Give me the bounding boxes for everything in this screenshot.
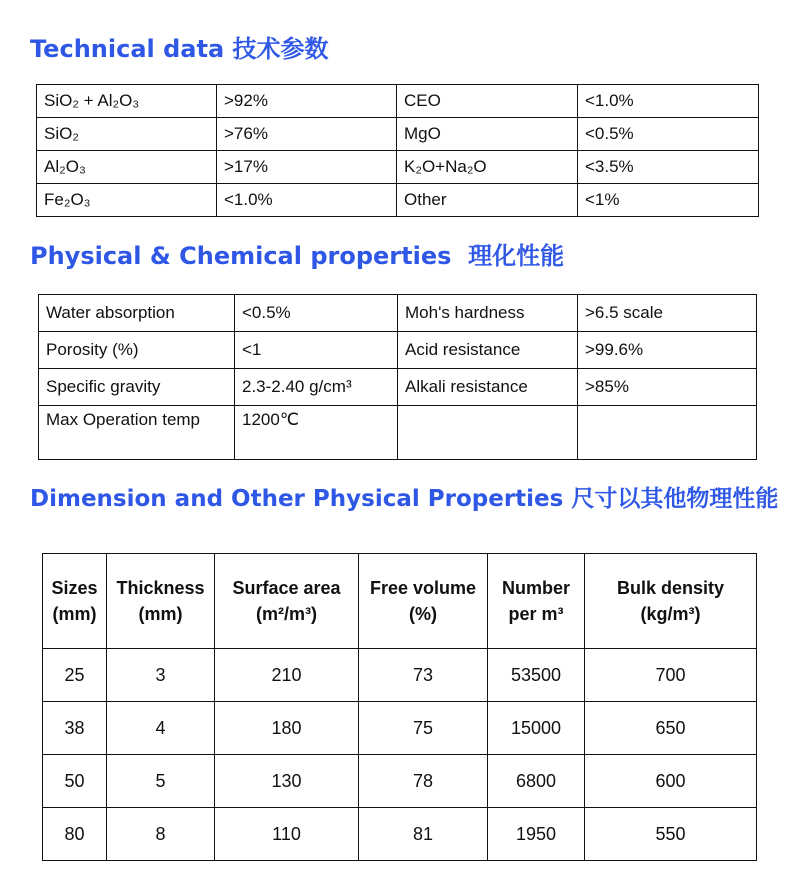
technical-data-heading: Technical data 技术参数 (30, 35, 329, 63)
physical-properties-table (38, 294, 757, 460)
table-cell: Acid resistance (398, 332, 578, 369)
table-cell: 130 (215, 755, 359, 808)
table-cell: <1.0% (578, 85, 759, 118)
table-cell: CEO (397, 85, 578, 118)
table-cell (398, 406, 578, 460)
table-cell: 80 (43, 808, 107, 861)
column-header-sizes: Sizes (mm) (43, 554, 107, 649)
table-cell: 2.3-2.40 g/cm³ (235, 369, 398, 406)
table-cell: Moh's hardness (398, 295, 578, 332)
table-cell: >85% (578, 369, 757, 406)
table-cell: 15000 (488, 702, 585, 755)
table-cell: <0.5% (578, 118, 759, 151)
table-cell: 53500 (488, 649, 585, 702)
table-cell: 78 (359, 755, 488, 808)
table-cell: 50 (43, 755, 107, 808)
table-cell: 73 (359, 649, 488, 702)
table-cell: >99.6% (578, 332, 757, 369)
table-cell: 1950 (488, 808, 585, 861)
table-row (37, 85, 759, 118)
table-cell: 700 (585, 649, 757, 702)
table-row (43, 649, 757, 702)
table-row (37, 184, 759, 217)
column-header-free-volume: Free volume (%) (359, 554, 488, 649)
table-cell: 81 (359, 808, 488, 861)
table-cell: 550 (585, 808, 757, 861)
table-cell: 180 (215, 702, 359, 755)
table-cell: K₂O+Na₂O (397, 151, 578, 184)
table-row (39, 295, 757, 332)
table-cell: >76% (217, 118, 397, 151)
column-header-surface-area: Surface area (m²/m³) (215, 554, 359, 649)
table-row (43, 808, 757, 861)
table-cell: 600 (585, 755, 757, 808)
table-cell: MgO (397, 118, 578, 151)
table-cell: 1200℃ (235, 406, 398, 460)
table-cell: <1% (578, 184, 759, 217)
table-cell: Alkali resistance (398, 369, 578, 406)
dimension-table (42, 553, 757, 861)
table-cell: >92% (217, 85, 397, 118)
table-header-row (43, 554, 757, 649)
table-cell: 5 (107, 755, 215, 808)
table-cell: 6800 (488, 755, 585, 808)
table-cell: Water absorption (39, 295, 235, 332)
table-row (37, 118, 759, 151)
table-row (43, 702, 757, 755)
table-row (39, 369, 757, 406)
table-cell: >17% (217, 151, 397, 184)
column-header-thickness: Thickness (mm) (107, 554, 215, 649)
table-cell: Al₂O₃ (37, 151, 217, 184)
table-cell (578, 406, 757, 460)
table-cell: 3 (107, 649, 215, 702)
column-header-bulk-density: Bulk density (kg/m³) (585, 554, 757, 649)
table-cell: 650 (585, 702, 757, 755)
table-cell: 4 (107, 702, 215, 755)
table-row (39, 332, 757, 369)
table-cell: <3.5% (578, 151, 759, 184)
table-cell: Porosity (%) (39, 332, 235, 369)
technical-data-table (36, 84, 759, 217)
column-header-number: Number per m³ (488, 554, 585, 649)
table-cell: 8 (107, 808, 215, 861)
dimension-heading: Dimension and Other Physical Properties 尺寸以其他物理性能 (30, 486, 779, 512)
table-cell: <0.5% (235, 295, 398, 332)
table-cell: 38 (43, 702, 107, 755)
physical-properties-heading: Physical & Chemical properties 理化性能 (30, 242, 565, 270)
table-cell: 210 (215, 649, 359, 702)
table-cell: <1.0% (217, 184, 397, 217)
table-cell: 110 (215, 808, 359, 861)
table-cell: Other (397, 184, 578, 217)
table-cell: <1 (235, 332, 398, 369)
table-row (39, 406, 757, 460)
table-cell: 25 (43, 649, 107, 702)
table-row (37, 151, 759, 184)
table-cell: >6.5 scale (578, 295, 757, 332)
table-cell: Specific gravity (39, 369, 235, 406)
table-row (43, 755, 757, 808)
table-cell: Fe₂O₃ (37, 184, 217, 217)
table-cell: SiO₂ (37, 118, 217, 151)
table-cell: Max Operation temp (39, 406, 235, 460)
table-cell: 75 (359, 702, 488, 755)
table-cell: SiO₂ + Al₂O₃ (37, 85, 217, 118)
